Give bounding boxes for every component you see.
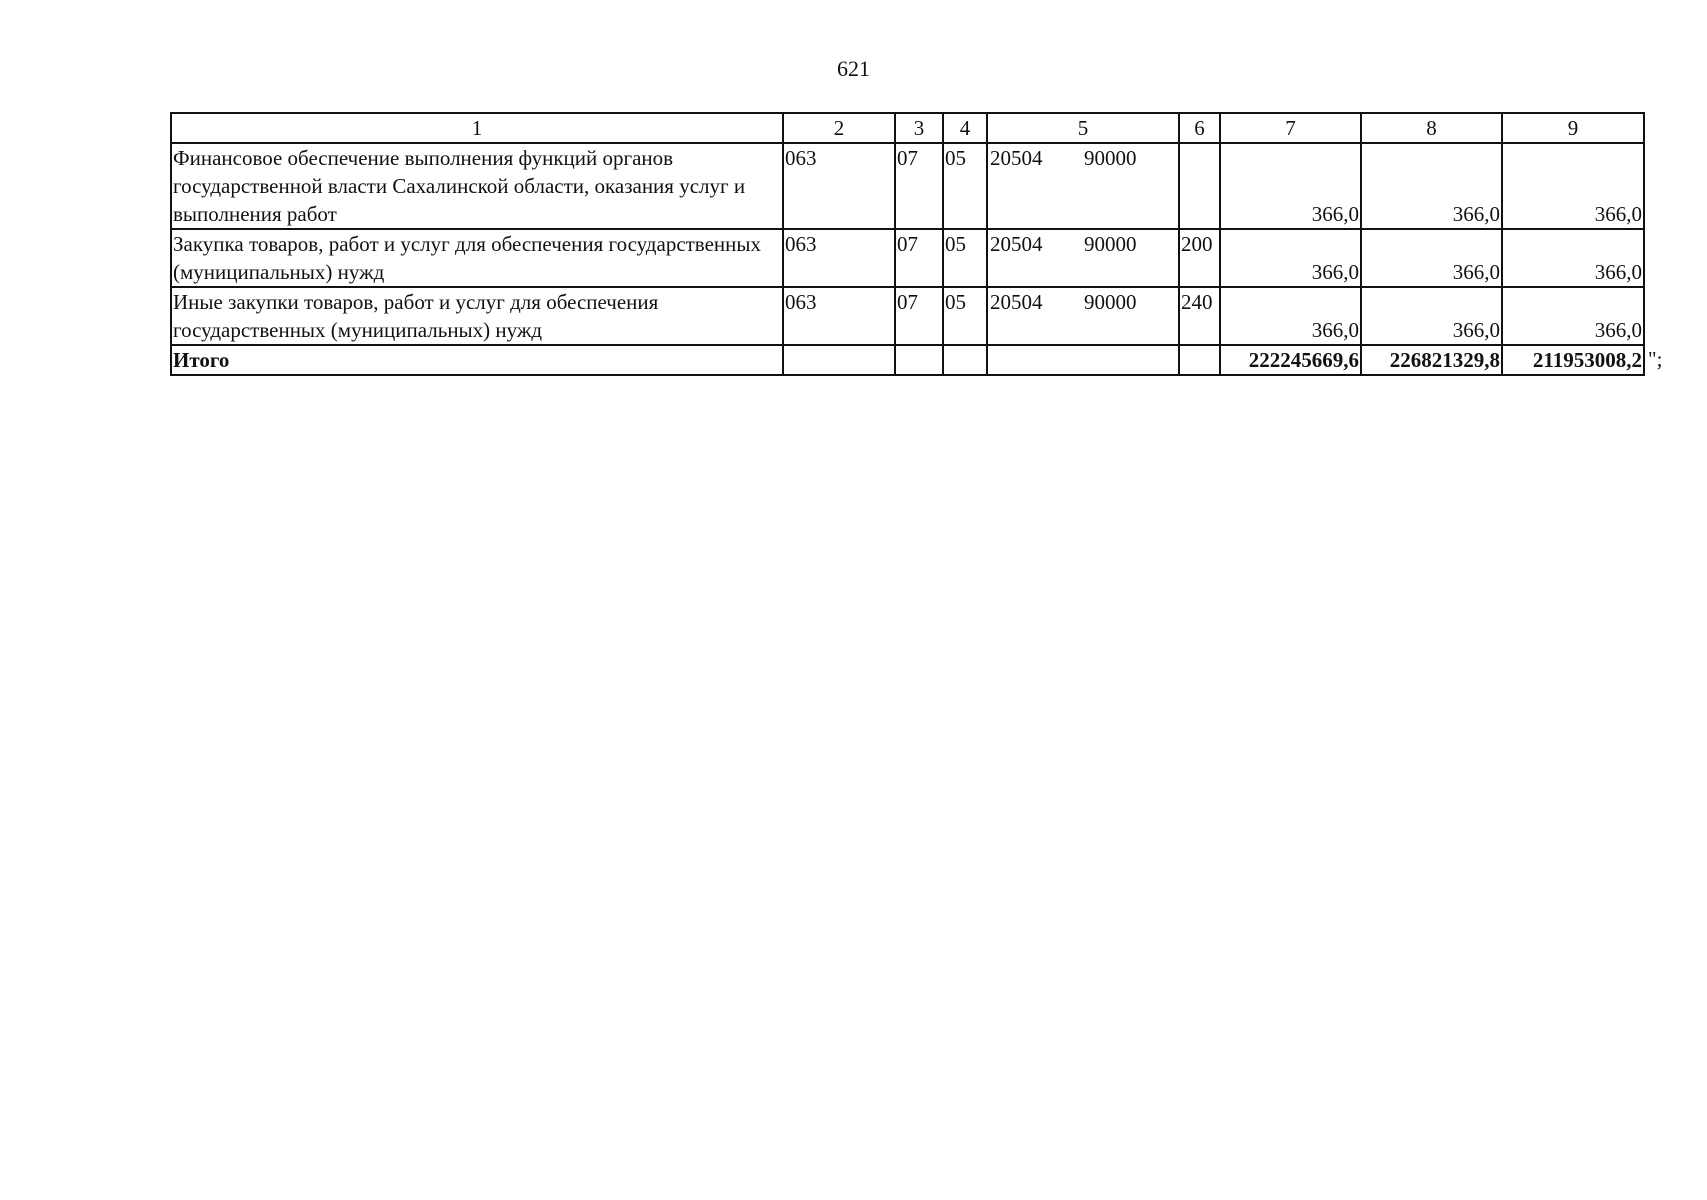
code-target-part-a: 20504 (990, 232, 1043, 256)
column-header: 3 (895, 113, 943, 143)
total-year-3: 211953008,2 (1502, 345, 1644, 375)
code-gr: 063 (783, 229, 895, 287)
code-gr: 063 (783, 287, 895, 345)
code-target-part-a: 20504 (990, 290, 1043, 314)
total-label: Итого (171, 345, 783, 375)
table-row (171, 287, 1644, 345)
column-header: 9 (1502, 113, 1644, 143)
code-target-part-b: 90000 (1084, 146, 1137, 170)
page-number: 621 (837, 56, 870, 81)
closing-quote-mark: "; (1648, 347, 1663, 371)
code-gr: 063 (783, 143, 895, 229)
column-header: 7 (1220, 113, 1361, 143)
code-vr: 200 (1179, 229, 1220, 287)
code-rz: 07 (895, 287, 943, 345)
code-vr (1179, 143, 1220, 229)
amount-year-1: 366,0 (1220, 229, 1361, 287)
amount-year-2: 366,0 (1361, 287, 1502, 345)
code-target-part-b: 90000 (1084, 290, 1137, 314)
column-header: 6 (1179, 113, 1220, 143)
table-row (171, 229, 1644, 287)
row-description: Иные закупки товаров, работ и услуг для обеспечения государственных (муниципальных) нужд (171, 287, 783, 345)
code-target-part-a: 20504 (990, 146, 1043, 170)
table-row (171, 143, 1644, 229)
code-target (987, 287, 1179, 345)
amount-year-1: 366,0 (1220, 143, 1361, 229)
column-header: 8 (1361, 113, 1502, 143)
code-rz: 07 (895, 143, 943, 229)
column-header: 2 (783, 113, 895, 143)
column-header: 5 (987, 113, 1179, 143)
amount-year-1: 366,0 (1220, 287, 1361, 345)
total-row (171, 345, 1644, 375)
table-header-row (171, 113, 1644, 143)
code-target (987, 143, 1179, 229)
code-pr: 05 (943, 287, 987, 345)
code-pr: 05 (943, 143, 987, 229)
row-description: Финансовое обеспечение выполнения функций органов государственной власти Сахалинской области, оказания услуг и выполнения работ (171, 143, 783, 229)
amount-year-3: 366,0 (1502, 143, 1644, 229)
total-year-1: 222245669,6 (1220, 345, 1361, 375)
row-description: Закупка товаров, работ и услуг для обеспечения государственных (муниципальных) нужд (171, 229, 783, 287)
empty-cell (987, 345, 1179, 375)
code-rz: 07 (895, 229, 943, 287)
empty-cell (783, 345, 895, 375)
amount-year-2: 366,0 (1361, 143, 1502, 229)
code-pr: 05 (943, 229, 987, 287)
column-header: 4 (943, 113, 987, 143)
amount-year-3: 366,0 (1502, 287, 1644, 345)
amount-year-2: 366,0 (1361, 229, 1502, 287)
code-target (987, 229, 1179, 287)
column-header: 1 (171, 113, 783, 143)
budget-table (170, 112, 1645, 376)
code-vr: 240 (1179, 287, 1220, 345)
empty-cell (895, 345, 943, 375)
amount-year-3: 366,0 (1502, 229, 1644, 287)
empty-cell (1179, 345, 1220, 375)
code-target-part-b: 90000 (1084, 232, 1137, 256)
total-year-2: 226821329,8 (1361, 345, 1502, 375)
empty-cell (943, 345, 987, 375)
